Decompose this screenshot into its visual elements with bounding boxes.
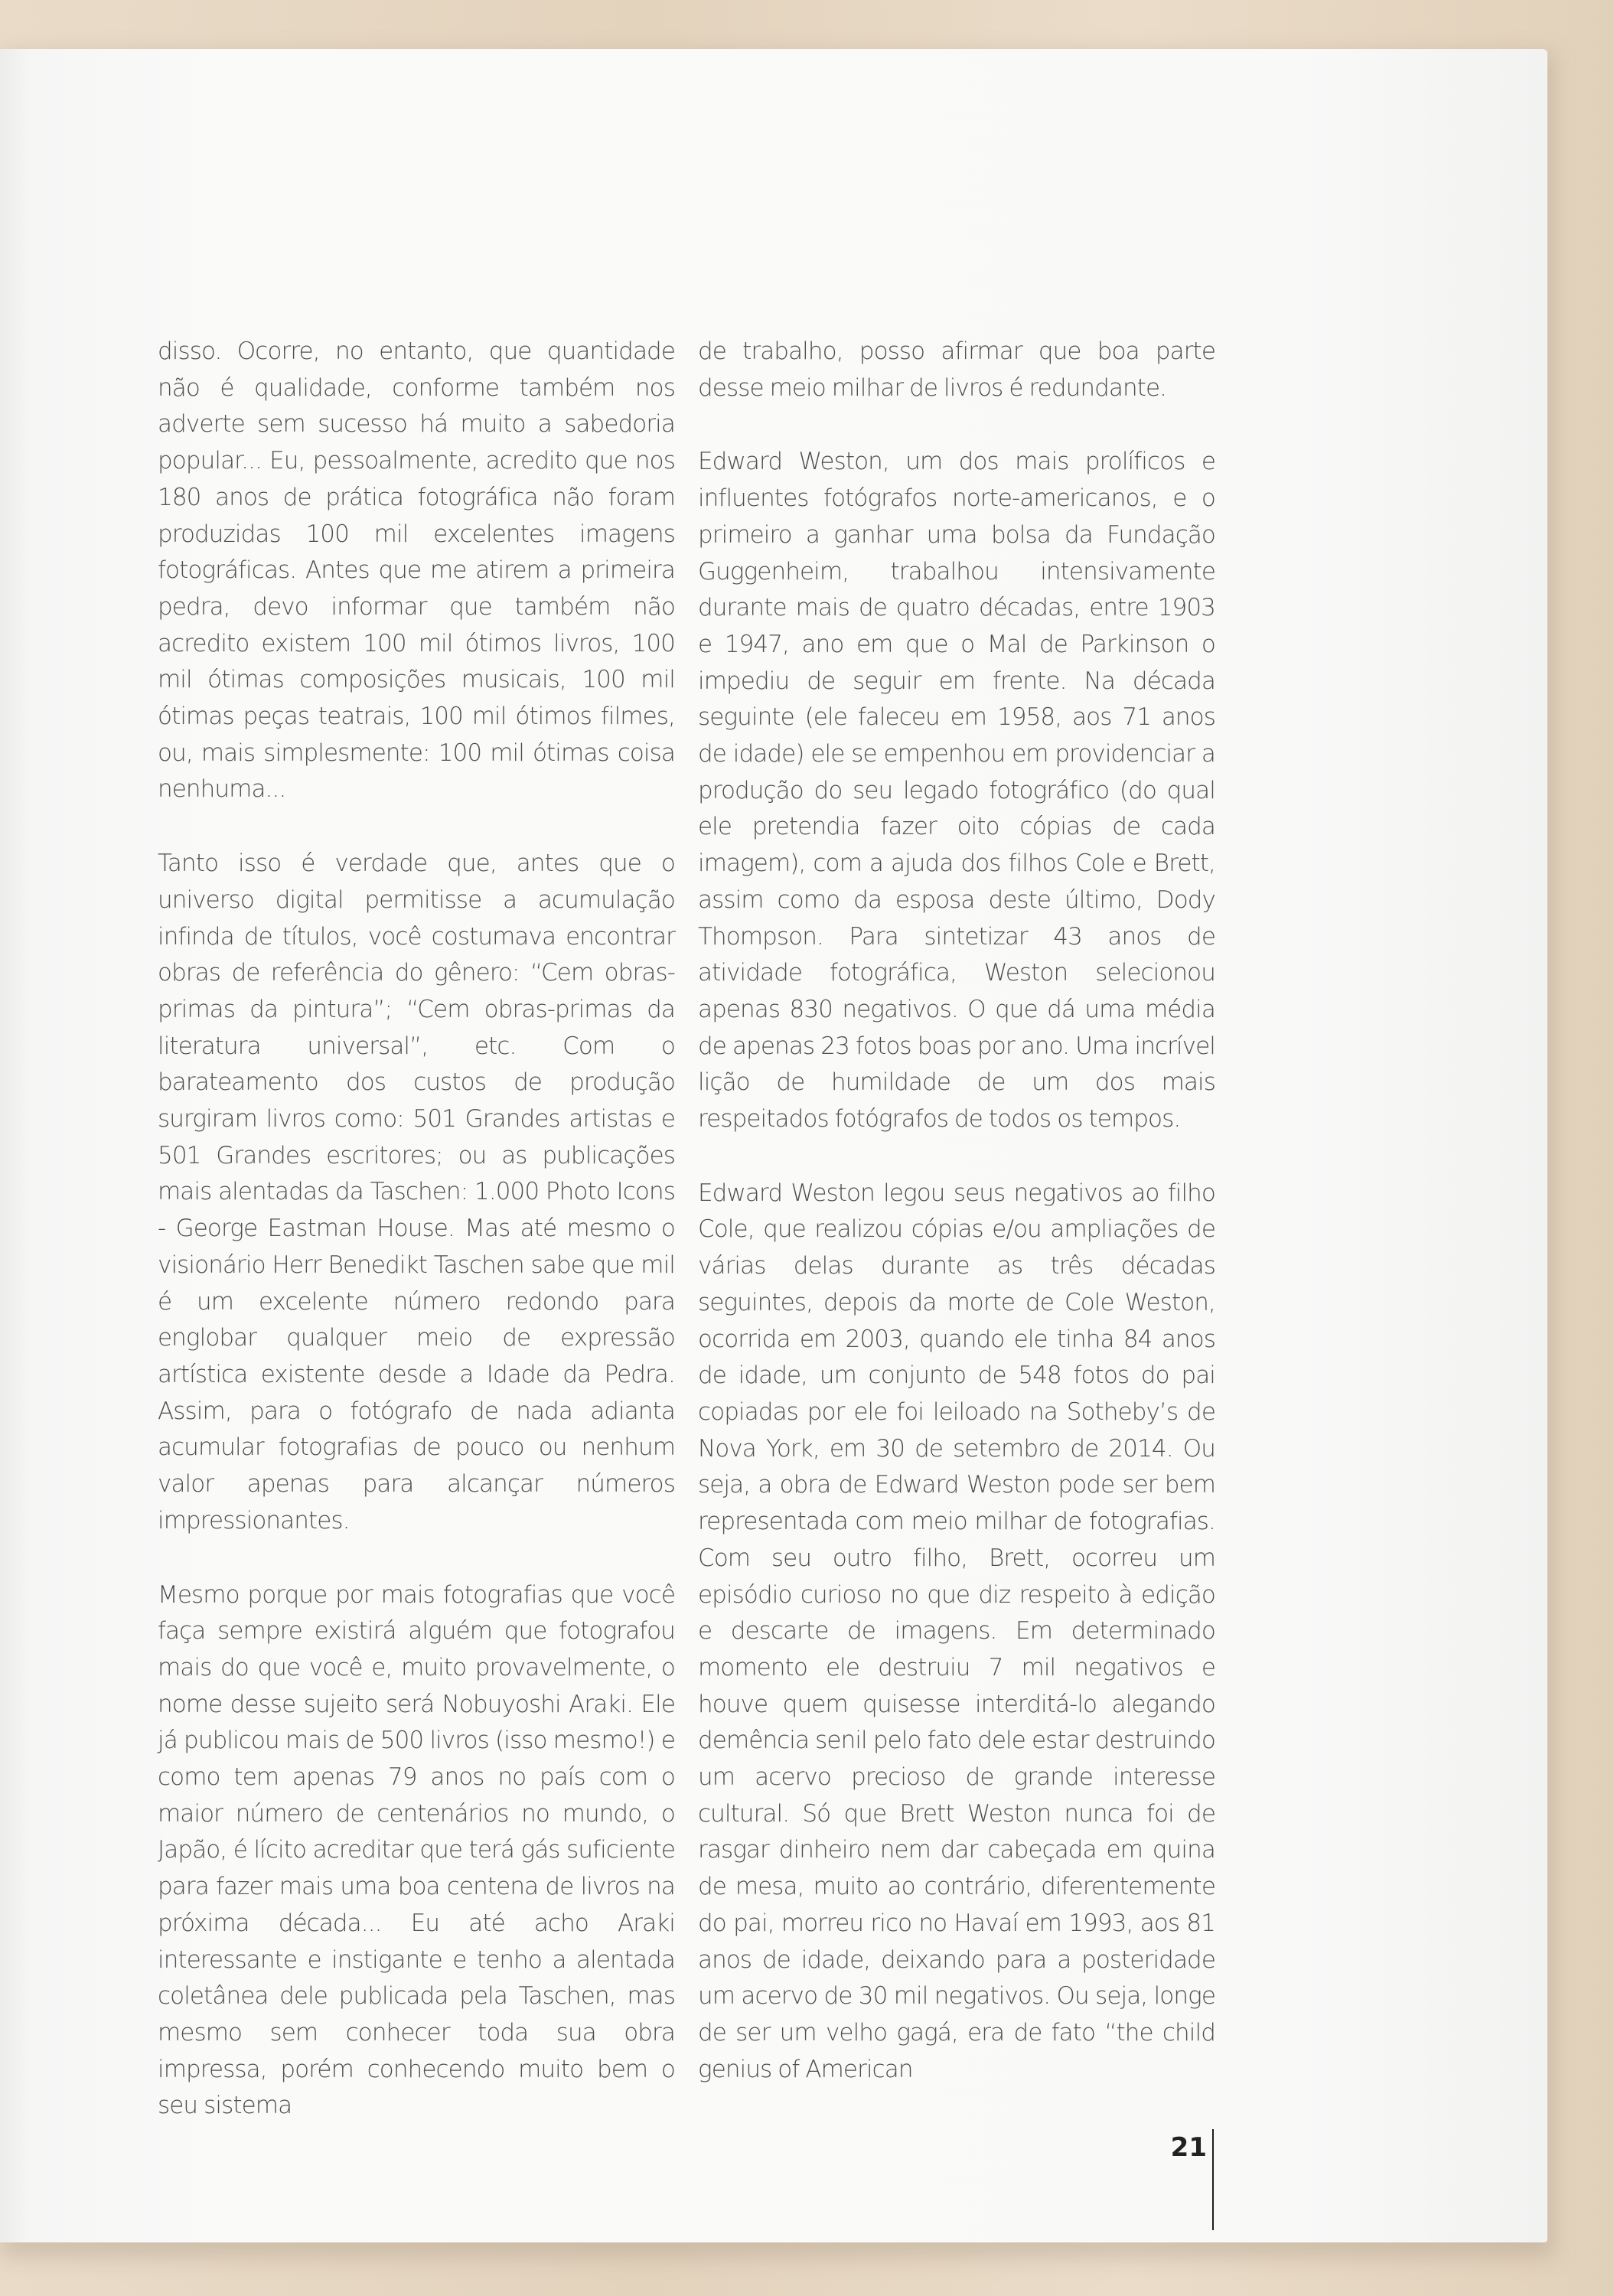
paragraph: Edward Weston legou seus negativos ao filho Cole, que realizou cópias e/ou ampliações de várias delas durante as três décadas seguintes, depois da morte de Cole Weston, ocorrida em 2003, quando ele tinha 84 anos de idade, um conjunto de 548 fotos do pai copiadas por ele foi leiloado na Sotheby’s de Nova York, em 30 de setembro de 2014. Ou seja, a obra de Edward Weston pode ser bem representada com meio milhar de fotografias. Com seu outro filho, Brett, ocorreu um episódio curioso no que diz respeito à edição e descarte de imagens. Em determinado momento ele destruiu 7 mil negativos e houve quem quisesse interditá-lo alegando demência senil pelo fato dele estar destruindo um acervo precioso de grande interesse cultural. Só que Brett Weston nunca foi de rasgar dinheiro nem dar cabeçada em quina de mesa, muito ao contrário, diferentemente do pai, morreu rico no Havaí em 1993, aos 81 anos de idade, deixando para a posteridade um acervo de 30 mil negativos. Ou seja, longe de ser um velho gagá, era de fato “the child genius of American	[698, 1179, 1215, 2083]
paragraph: Tanto isso é verdade que, antes que o universo digital permitisse a acumulação infinda de títulos, você costumava encontrar obras de referência do gênero: “Cem obras-primas da pintura”; “Cem obras-primas da literatura universal”, etc. Com o barateamento dos custos de produção surgiram livros como: 501 Grandes artistas e 501 Grandes escritores; ou as publicações mais alentadas da Taschen: 1.000 Photo Icons - George Eastman House. Mas até mesmo o visionário Herr Benedikt Taschen sabe que mil é um excelente número redondo para englobar qualquer meio de expressão artística existente desde a Idade da Pedra. Assim, para o fotógrafo de nada adianta acumular fotografias de pouco ou nenhum valor apenas para alcançar números impressionantes.	[158, 850, 675, 1534]
paragraph: de trabalho, posso afirmar que boa parte desse meio milhar de livros é redundante.	[698, 338, 1215, 402]
paragraph: disso. Ocorre, no entanto, que quantidade não é qualidade, conforme também nos adverte sem sucesso há muito a sabedoria popular... Eu, pessoalmente, acredito que nos 180 anos de prática fotográfica não foram produzidas 100 mil excelentes imagens fotográficas. Antes que me atirem a primeira pedra, devo informar que também não acredito existem 100 mil ótimos livros, 100 mil ótimas composições musicais, 100 mil ótimas peças teatrais, 100 mil ótimos filmes, ou, mais simplesmente: 100 mil ótimas coisa nenhuma...	[158, 338, 675, 804]
left-text-column	[158, 334, 675, 2162]
right-text-column	[698, 334, 1215, 2125]
paragraph: Mesmo porque por mais fotografias que você faça sempre existirá alguém que fotografou mais do que você e, muito provavelmente, o nome desse sujeito será Nobuyoshi Araki. Ele já publicou mais de 500 livros (isso mesmo!) e como tem apenas 79 anos no país com o maior número de centenários no mundo, o Japão, é lícito acreditar que terá gás suficiente para fazer mais uma boa centena de livros na próxima década... Eu até acho Araki interessante e instigante e tenho a alentada coletânea dele publicada pela Taschen, mas mesmo sem conhecer toda sua obra impressa, porém conhecendo muito bem o seu sistema	[158, 1580, 675, 2120]
paragraph: Edward Weston, um dos mais prolíficos e influentes fotógrafos norte-americanos, e o primeiro a ganhar uma bolsa da Fundação Guggenheim, trabalhou intensivamente durante mais de quatro décadas, entre 1903 e 1947, ano em que o Mal de Parkinson o impediu de seguir em frente. Na década seguinte (ele faleceu em 1958, aos 71 anos de idade) ele se empenhou em providenciar a produção do seu legado fotográfico (do qual ele pretendia fazer oito cópias de cada imagem), com a ajuda dos filhos Cole e Brett, assim como da esposa deste último, Dody Thompson. Para sintetizar 43 anos de atividade fotográfica, Weston selecionou apenas 830 negativos. O que dá uma média de apenas 23 fotos boas por ano. Uma incrível lição de humildade de um dos mais respeitados fotógrafos de todos os tempos.	[698, 448, 1215, 1133]
magazine-page	[0, 49, 1547, 2242]
footer-vertical-rule	[1212, 2129, 1214, 2230]
page-number: 21	[1170, 2132, 1207, 2163]
